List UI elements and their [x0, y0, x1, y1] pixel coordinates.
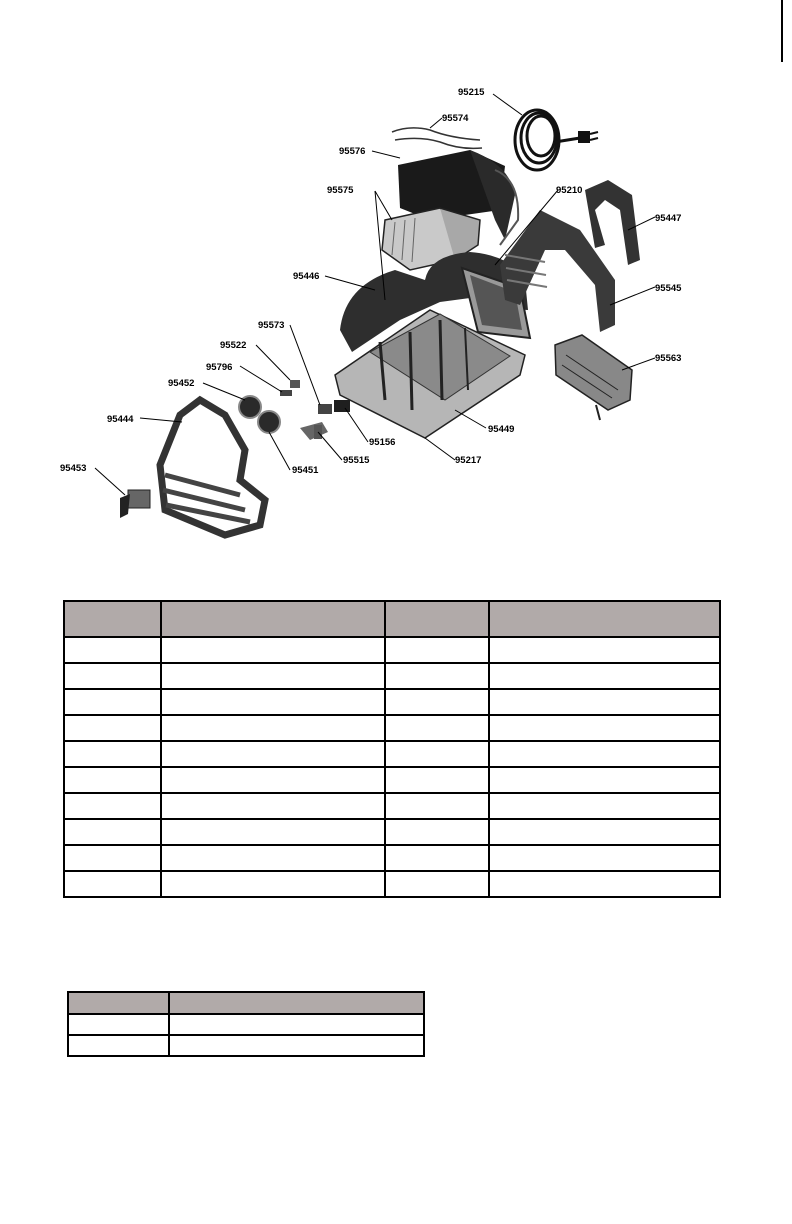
table-row	[68, 1014, 424, 1035]
header-cell	[169, 992, 424, 1014]
table-row	[64, 845, 720, 871]
table-cell	[169, 1035, 424, 1056]
table-cell	[161, 819, 385, 845]
table-cell	[489, 637, 720, 663]
table-cell	[385, 793, 489, 819]
table-cell	[489, 663, 720, 689]
wire-harness-part	[392, 128, 482, 148]
table-cell	[64, 637, 161, 663]
table-cell	[64, 871, 161, 897]
table-cell	[64, 767, 161, 793]
table-cell	[489, 819, 720, 845]
callout-95574: 95574	[442, 113, 469, 124]
table-cell	[161, 793, 385, 819]
callout-95576: 95576	[339, 146, 366, 157]
table-row	[64, 689, 720, 715]
table-cell	[385, 741, 489, 767]
table-cell	[64, 715, 161, 741]
callout-95217: 95217	[455, 455, 482, 466]
table-cell	[385, 663, 489, 689]
callout-95451: 95451	[292, 465, 319, 476]
table-row	[64, 767, 720, 793]
callout-95515: 95515	[343, 455, 370, 466]
table-cell	[169, 1014, 424, 1035]
table-cell	[489, 793, 720, 819]
table-header-row	[64, 601, 720, 637]
table-cell	[385, 871, 489, 897]
table-cell	[385, 689, 489, 715]
callout-95545: 95545	[655, 283, 682, 294]
table-row	[64, 663, 720, 689]
accessory-table	[67, 991, 425, 1057]
corner-crop-mark	[772, 0, 792, 62]
callout-95447: 95447	[655, 213, 682, 224]
table-cell	[385, 637, 489, 663]
table-cell	[161, 715, 385, 741]
table-cell	[161, 845, 385, 871]
table-cell	[385, 715, 489, 741]
table-cell	[489, 741, 720, 767]
table-cell	[161, 663, 385, 689]
table-header-row	[68, 992, 424, 1014]
table-cell	[161, 871, 385, 897]
callout-95446: 95446	[293, 271, 320, 282]
header-cell	[489, 601, 720, 637]
table-cell	[64, 845, 161, 871]
table-cell	[64, 689, 161, 715]
callout-95452: 95452	[168, 378, 195, 389]
table-cell	[489, 845, 720, 871]
front-guard-part	[160, 400, 265, 535]
callout-95563: 95563	[655, 353, 682, 364]
table-cell	[161, 741, 385, 767]
table-row	[64, 715, 720, 741]
table-cell	[64, 819, 161, 845]
table-row	[64, 871, 720, 897]
callout-95210: 95210	[556, 185, 583, 196]
callout-95796: 95796	[206, 362, 233, 373]
callout-95156: 95156	[369, 437, 396, 448]
callout-95453: 95453	[60, 463, 87, 474]
callout-95522: 95522	[220, 340, 247, 351]
table-cell	[64, 741, 161, 767]
table-row	[64, 793, 720, 819]
table-cell	[385, 845, 489, 871]
table-cell	[68, 1035, 169, 1056]
header-cell	[385, 601, 489, 637]
parts-list-table	[63, 600, 721, 898]
table-row	[64, 819, 720, 845]
table-cell	[64, 663, 161, 689]
table-cell	[489, 715, 720, 741]
table-row	[64, 741, 720, 767]
table-cell	[489, 689, 720, 715]
callout-95444: 95444	[107, 414, 134, 425]
table-row	[68, 1035, 424, 1056]
table-cell	[161, 767, 385, 793]
header-cell	[161, 601, 385, 637]
table-cell	[385, 767, 489, 793]
table-cell	[68, 1014, 169, 1035]
heat-exchanger-part	[555, 335, 632, 420]
exploded-parts-diagram	[0, 70, 792, 570]
table-cell	[489, 871, 720, 897]
table-cell	[161, 637, 385, 663]
table-cell	[64, 793, 161, 819]
small-components-part	[239, 380, 350, 440]
table-cell	[385, 819, 489, 845]
power-cord-part	[515, 110, 598, 170]
table-cell	[489, 767, 720, 793]
header-cell	[68, 992, 169, 1014]
callout-95215: 95215	[458, 87, 485, 98]
callout-95575: 95575	[327, 185, 354, 196]
table-cell	[161, 689, 385, 715]
table-row	[64, 637, 720, 663]
callout-95573: 95573	[258, 320, 285, 331]
header-cell	[64, 601, 161, 637]
callout-95449: 95449	[488, 424, 515, 435]
